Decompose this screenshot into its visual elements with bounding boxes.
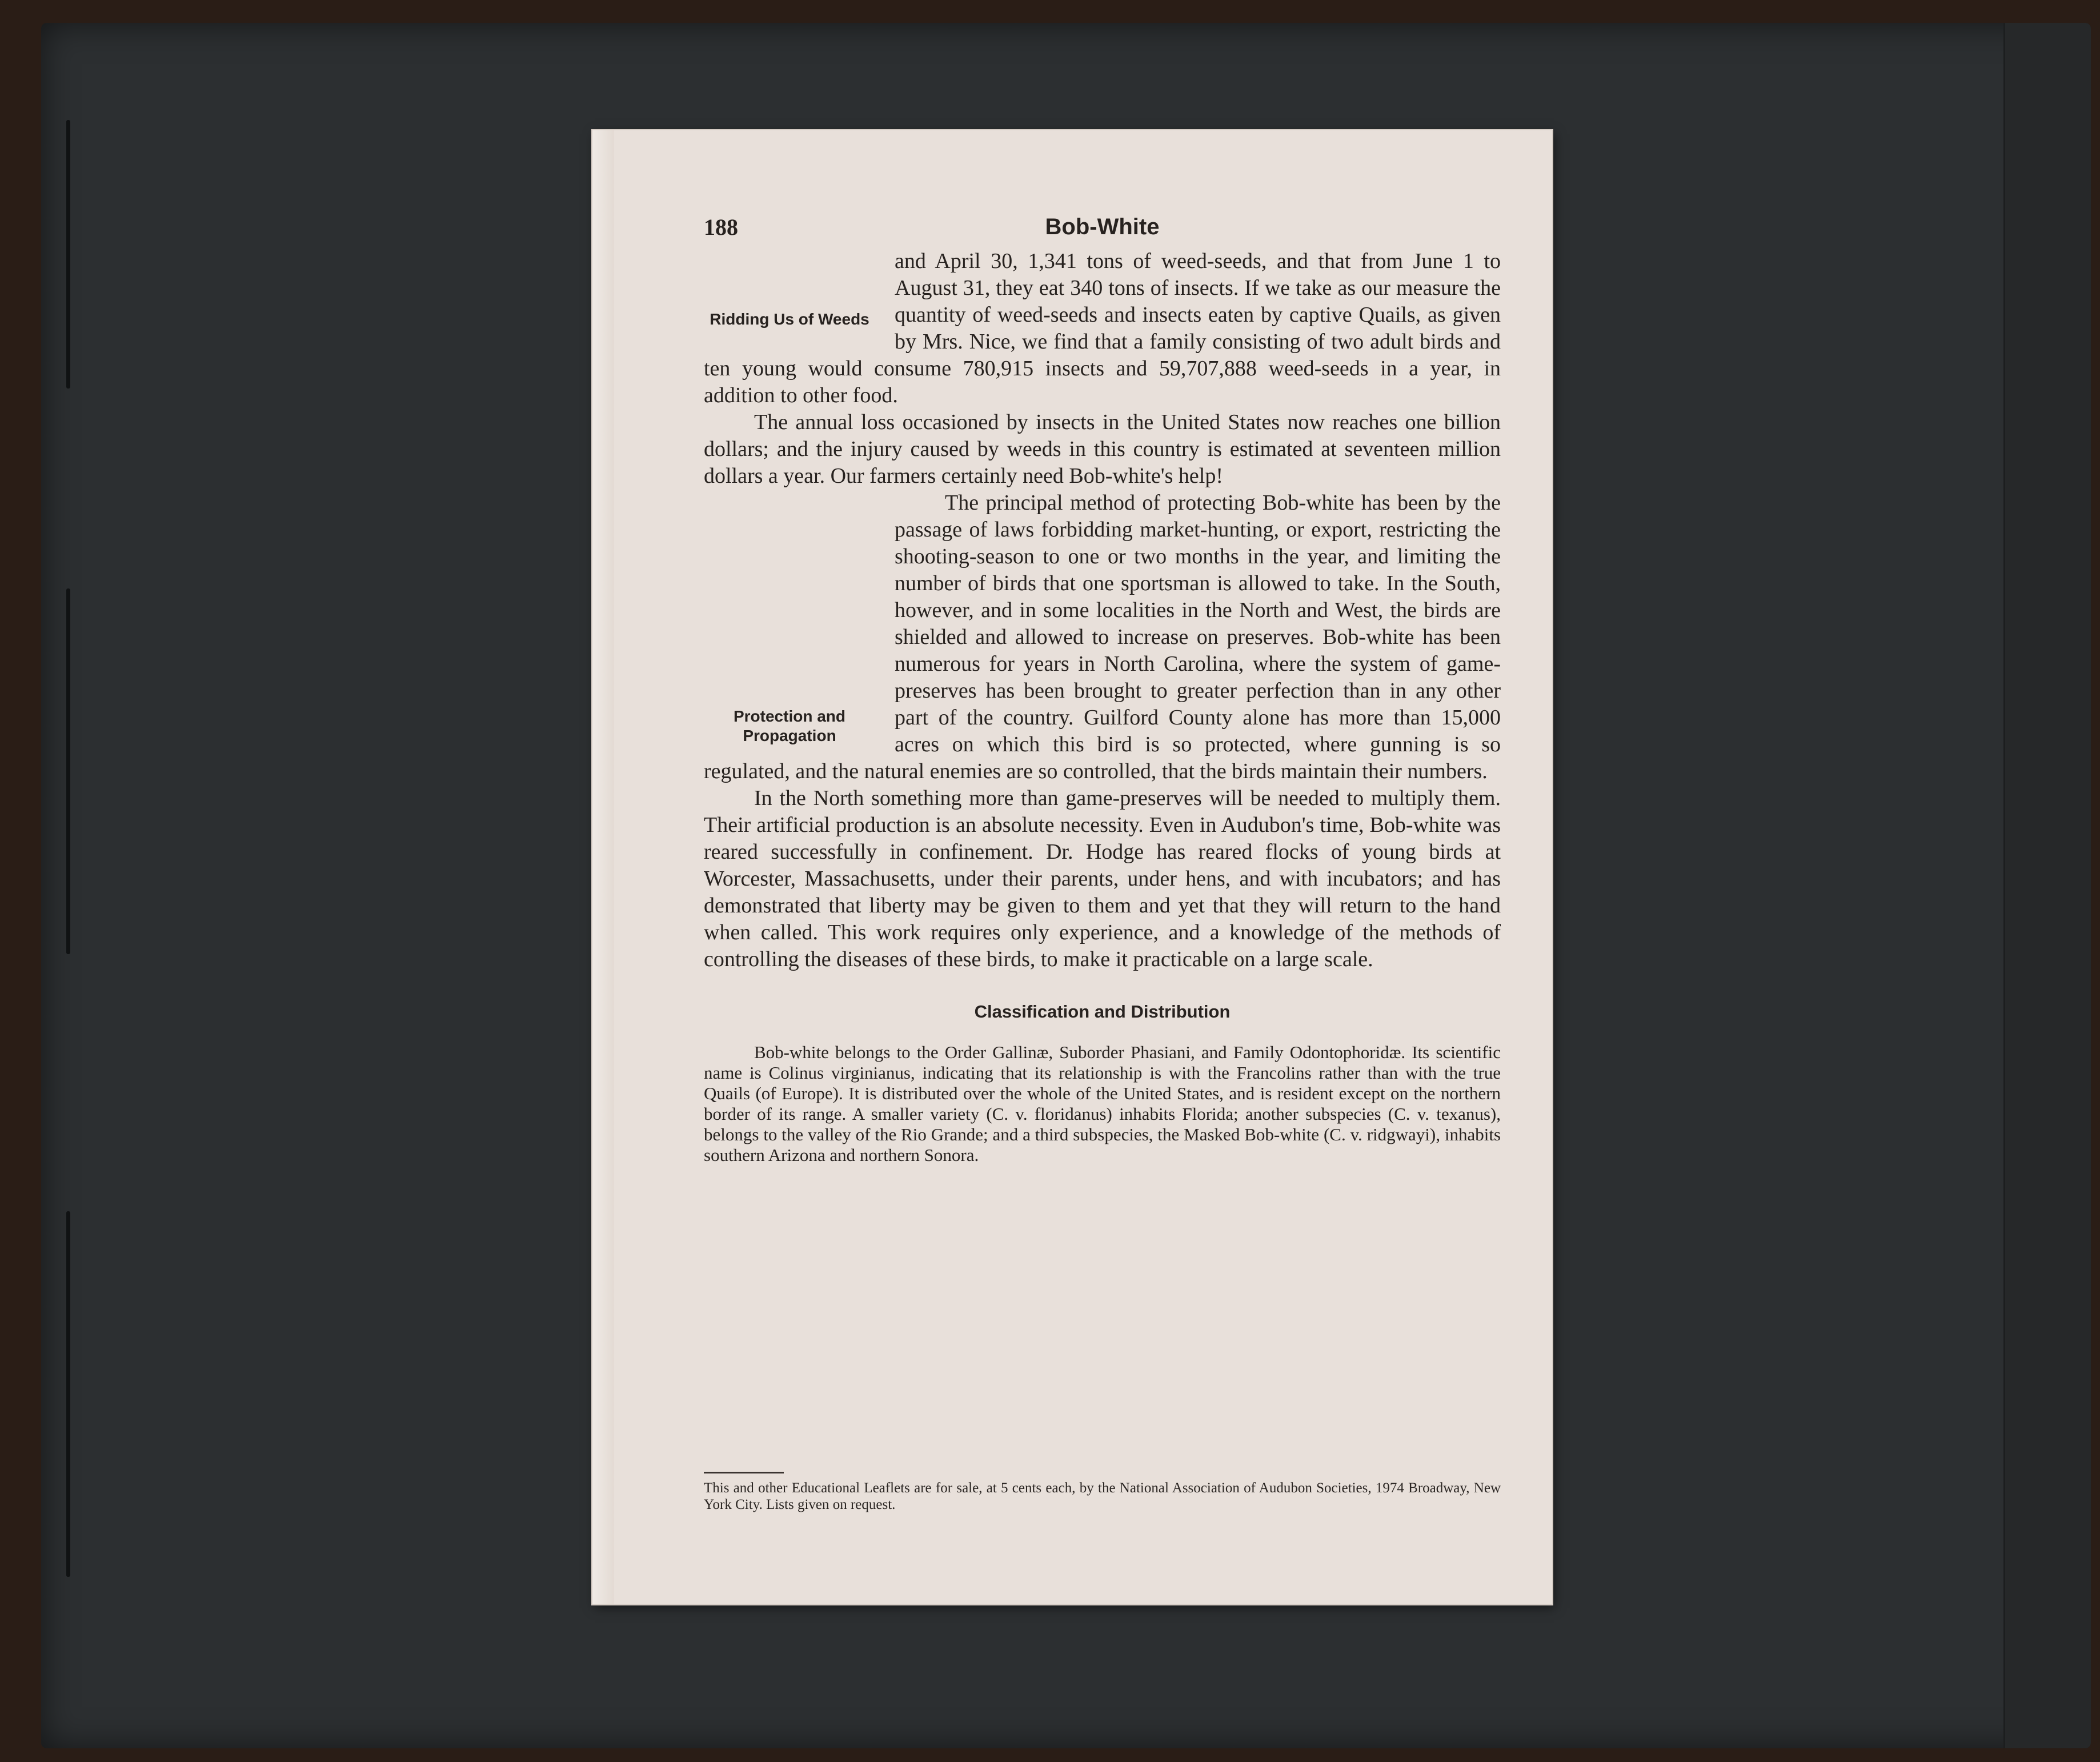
running-head [704,210,1501,248]
paragraph: The annual loss occasioned by insects in the United States now reaches one billion dollars; and the injury caused by weeds in this country is estimated at seventeen million dollars a year. Our farmers certainly need Bob-white's help! [704,410,1501,488]
paragraph: The principal method of protecting Bob-white has been by the passage of laws forbidding market-hunting, or export, restricting the shooting-season to one or two months in the year, and limiting the number of birds that one sportsman is allowed to take. In the South, however, and in some localities in the North and West, the birds are shielded and allowed to increase on preserves. Bob-white has been numerous for years in North Carolina, where the system of game-preserves has been brought to greater perfection than in any other part of the country. Guilford County alone has more than 15,000 acres on which this bird is so protected, where gunning is so regulated, and the natural enemies are so controlled, that the birds maintain their numbers. [704,491,1501,783]
footnote: This and other Educational Leaflets are for sale, at 5 cents each, by the National Association of Audubon Societies, 1974 Broadway, New York City. Lists given on request. [704,1480,1501,1512]
side-heading-protection: Protection and Propagation [733,707,845,744]
paragraph: In the North something more than game-preserves will be needed to multiply them. Their artificial production is an absolute necessity. Even in Audubon's time, Bob-white was reared successfully in confinement. Dr. Hodge has reared flocks of young birds at Worcester, Massachusetts, under their parents, under hens, and with incubators; and has demonstrated that liberty may be given to them and yet that they will return to the hand when called. This work requires only experience, and a knowledge of the methods of controlling the diseases of these birds, to make it practicable on a large scale. [704,786,1501,971]
leaflet-page [592,130,1552,1604]
album-page-edge [2003,23,2091,1748]
footnote-rule [704,1472,784,1473]
page-number: 188 [704,214,738,240]
page-content [704,210,1501,1166]
page-title: Bob-White [1045,214,1160,239]
section-heading: Classification and Distribution [974,1002,1231,1022]
side-heading-weeds: Ridding Us of Weeds [710,310,869,328]
paragraph: and April 30, 1,341 tons of weed-seeds, and that from June 1 to August 31, they eat 340 tons of insects. If we take as our measure the quantity of weed-seeds and insects eaten by captive Quails, as given by Mrs. Nice, we find that a family consisting of two adult birds and ten young would consume 780,915 insects and 59,707,888 weed-seeds in a year, in addition to other food. [704,249,1501,407]
binding-stitch [66,588,70,954]
binding-stitch [66,120,70,389]
leaflet-fold-edge [592,130,614,1604]
classification-paragraph: Bob-white belongs to the Order Gallinæ, Suborder Phasiani, and Family Odontophoridæ. Its scientific name is Colinus virginianus, indicating that its relationship is with the Francolins rather than with the true Quails (of Europe). It is distributed over the whole of the United States, and is resident except on the northern border of its range. A smaller variety (C. v. floridanus) inhabits Florida; another subspecies (C. v. texanus), belongs to the valley of the Rio Grande; and a third subspecies, the Masked Bob-white (C. v. ridgwayi), inhabits southern Arizona and northern Sonora. [704,1042,1501,1165]
binding-stitch [66,1211,70,1577]
